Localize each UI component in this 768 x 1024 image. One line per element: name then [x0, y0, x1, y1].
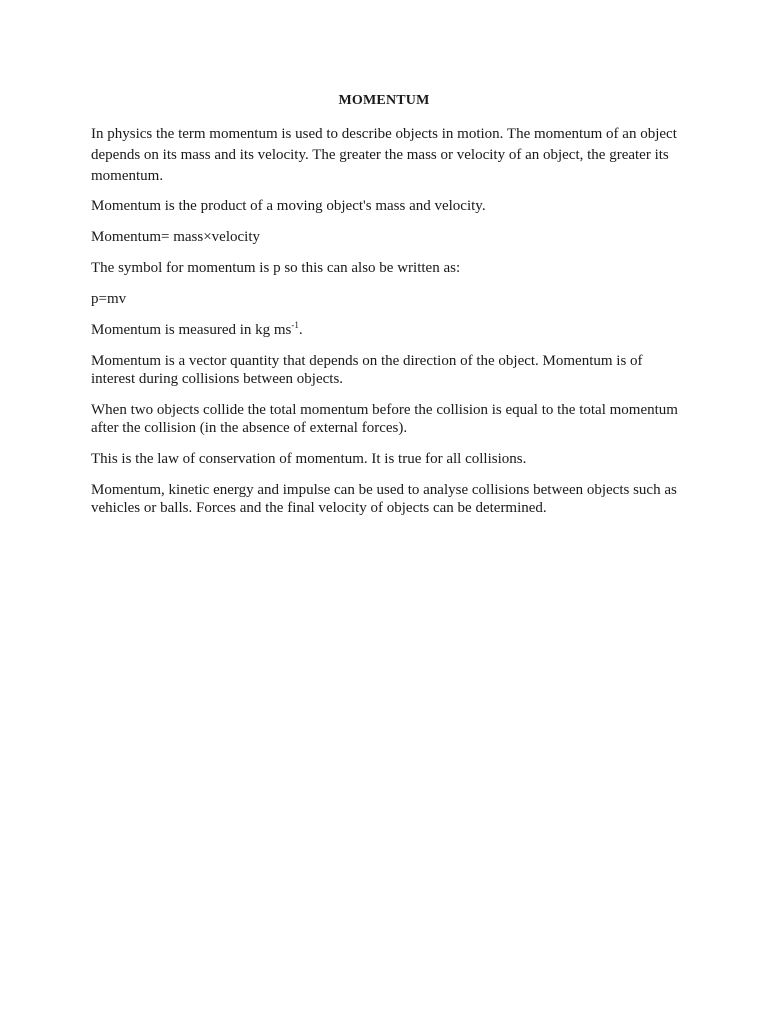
paragraph-formula-symbol: p=mv [91, 291, 127, 307]
document-body [91, 124, 681, 530]
units-suffix: . [298, 322, 303, 338]
paragraph-collision: When two objects collide the total momentum before the collision is equal to the total momentum after the collision (in the absence of external forces). [91, 402, 678, 436]
paragraph-definition: Momentum is the product of a moving object's mass and velocity. [91, 198, 486, 214]
paragraph-conservation: This is the law of conservation of momentum. It is true for all collisions. [91, 451, 527, 467]
paragraph-symbol: The symbol for momentum is p so this can also be written as: [91, 260, 461, 276]
paragraph-formula-words: Momentum= mass×velocity [91, 229, 260, 245]
paragraph-analysis: Momentum, kinetic energy and impulse can be used to analyse collisions between objects such as vehicles or balls. Forces and the final velocity of objects can be determined. [91, 482, 677, 516]
paragraph-intro: In physics the term momentum is used to describe objects in motion. The momentum of an object depends on its mass and its velocity. The greater the mass or velocity of an object, the greater its momentum. [91, 126, 677, 184]
units-exponent: -1 [291, 320, 299, 330]
paragraph-vector: Momentum is a vector quantity that depends on the direction of the object. Momentum is of interest during collisions between objects. [91, 353, 643, 387]
units-text: Momentum is measured in kg ms [91, 322, 292, 338]
paragraph-units [91, 321, 681, 339]
document-title: MOMENTUM [338, 93, 430, 108]
